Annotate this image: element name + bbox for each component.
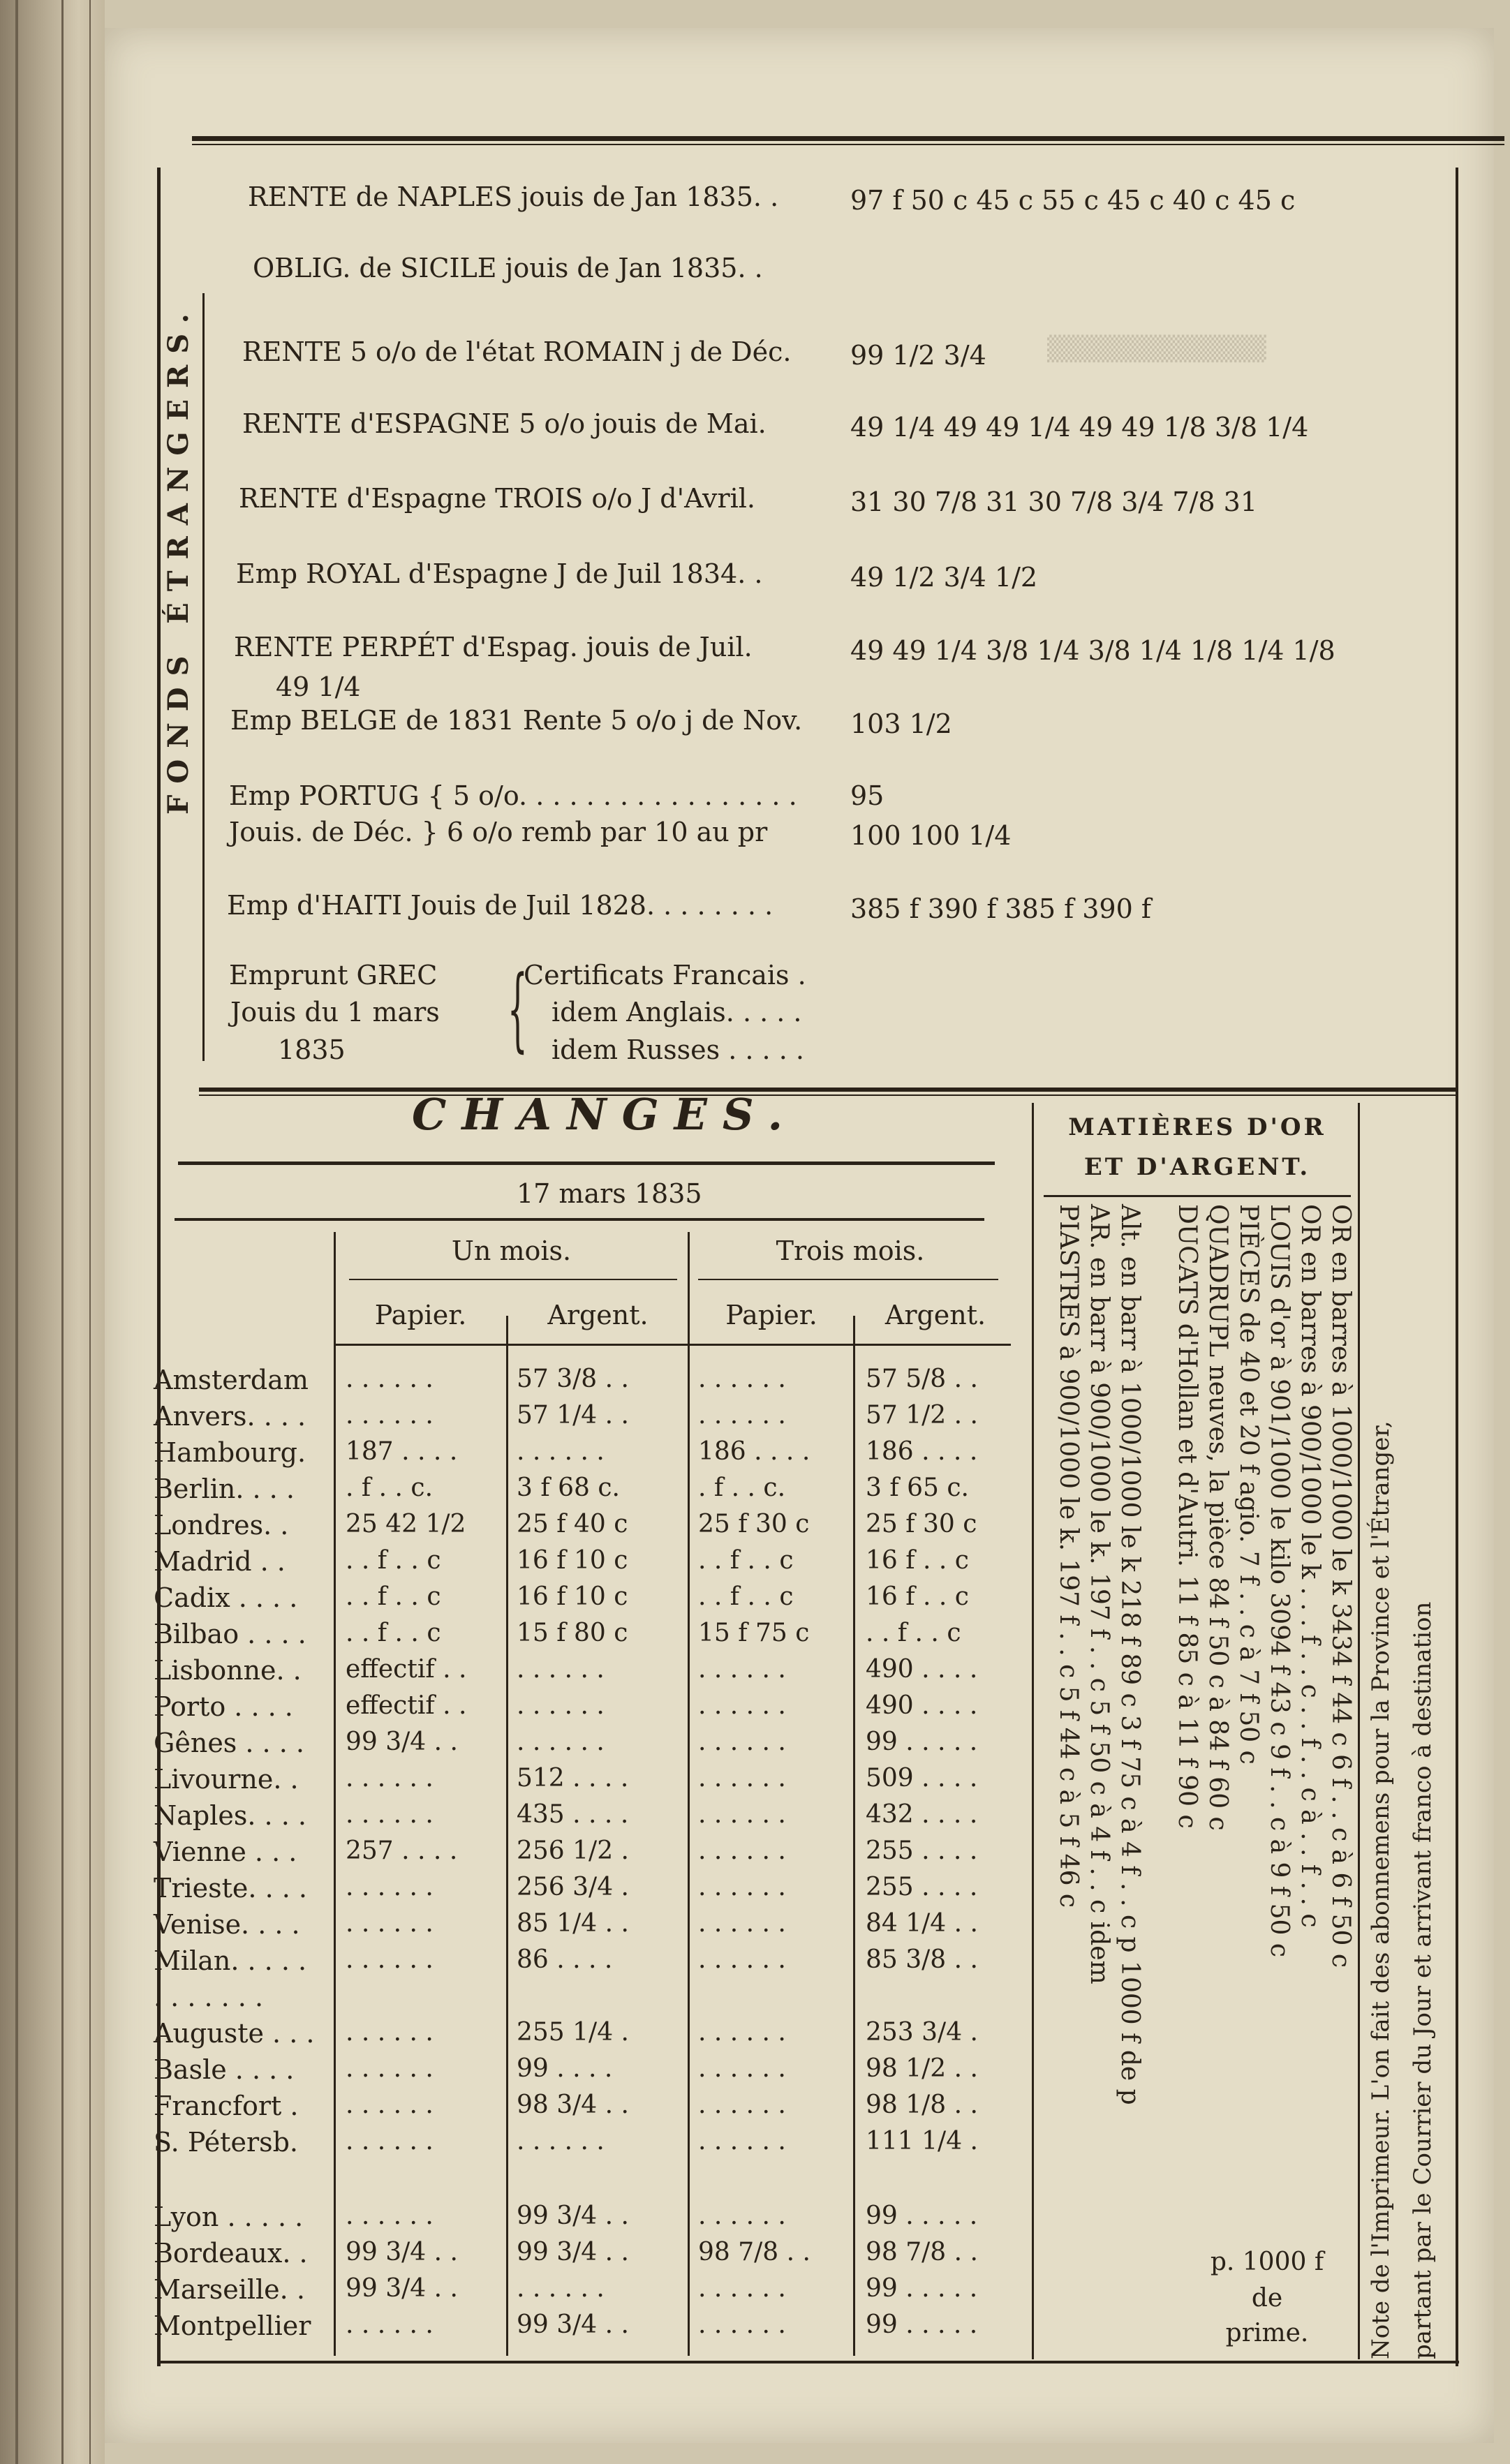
rate-cell: effectif . . (346, 1691, 467, 1720)
grec-brace: { (507, 956, 528, 1062)
city-name: Anvers. . . . (154, 1401, 306, 1432)
fonds-row-name: Emp d'HAITI Jouis de Juil 1828. . . . . . . . (227, 890, 773, 921)
rate-cell: 186 . . . . (866, 1437, 978, 1466)
rate-cell: . . . . . . (346, 1764, 434, 1793)
header-rule (334, 1344, 1011, 1346)
city-name: Londres. . (154, 1510, 289, 1541)
rate-cell: . . . . . . (346, 1401, 434, 1430)
matiere-line: AR. en barr à 900/1000 le k. 197 f . . c 5 f 50 c à 4 f . . c idem (1085, 1204, 1113, 1984)
grec-label: 1835 (278, 1034, 346, 1065)
city-name: Lisbonne. . (154, 1655, 302, 1686)
fonds-row-name: RENTE d'Espagne TROIS o/o J d'Avril. (239, 483, 755, 514)
rate-cell: 255 . . . . (866, 1836, 978, 1865)
rate-cell: . . . . . . (698, 1836, 786, 1865)
rate-cell: 16 f 10 c (517, 1546, 628, 1575)
rate-cell: . . . . . . (698, 1909, 786, 1938)
grec-label: Jouis du 1 mars (230, 997, 440, 1027)
fonds-row-name: RENTE d'ESPAGNE 5 o/o jouis de Mai. (242, 408, 767, 439)
matiere-line: OR en barres à 1000/1000 le k 3434 f 44 c 6 f . . c à 6 f 50 c (1326, 1204, 1355, 1968)
bleed-through: ▒▒▒▒▒▒▒▒▒▒▒▒ (1047, 335, 1266, 363)
date-rule (175, 1218, 984, 1221)
rate-cell: 3 f 65 c. (866, 1474, 969, 1502)
header-un-mois: Un mois. (451, 1235, 572, 1266)
printer-note: partant par le Courrier du Jour et arrivant franco à destination (1409, 1601, 1437, 2359)
rate-cell: . . . . . . (517, 1691, 605, 1720)
fonds-row-value: 97 f 50 c 45 c 55 c 45 c 40 c 45 c (850, 185, 1296, 216)
rate-cell: 85 3/8 . . (866, 1945, 978, 1974)
rate-cell: 99 . . . . . (866, 2202, 978, 2230)
rate-cell: 99 . . . . (517, 2054, 613, 2083)
rate-cell: 98 7/8 . . (698, 2238, 810, 2266)
header-argent: Argent. (547, 1300, 649, 1330)
fonds-row-value: 100 100 1/4 (850, 820, 1012, 851)
rate-cell: . . . . . . (698, 1764, 786, 1793)
city-name: S. Pétersb. (154, 2127, 299, 2158)
fonds-row-name: RENTE de NAPLES jouis de Jan 1835. . (248, 181, 779, 212)
rate-cell: 25 f 30 c (866, 1510, 977, 1538)
fonds-row-name: Jouis. de Déc. } 6 o/o remb par 10 au pr (229, 817, 768, 847)
city-name: Livourne. . (154, 1764, 299, 1795)
matieres-title: ET D'ARGENT. (1083, 1153, 1311, 1181)
top-rule (192, 136, 1504, 141)
city-name: Marseille. . (154, 2274, 305, 2305)
rate-cell: . . . . . . (698, 2310, 786, 2339)
city-name: Berlin. . . . (154, 1474, 295, 1504)
rate-cell: 99 . . . . . (866, 2310, 978, 2339)
right-border (1456, 168, 1458, 2366)
rate-cell: . . . . . . (346, 2310, 434, 2339)
header-papier: Papier. (725, 1300, 817, 1330)
matieres-right-border (1358, 1103, 1360, 2359)
header-argent: Argent. (884, 1300, 986, 1330)
rate-cell: 84 1/4 . . (866, 1909, 978, 1938)
matiere-line: PIÈCES de 40 et 20 f agio. 7 f . . c à 7 f 50 c (1234, 1204, 1263, 1765)
fonds-row-name: Emp ROYAL d'Espagne J de Juil 1834. . (236, 558, 763, 589)
spine-edge (89, 0, 91, 2464)
changes-title: CHANGES. (412, 1089, 799, 1140)
matieres-title: MATIÈRES D'OR (1068, 1113, 1326, 1141)
rate-cell: . . f . . c (698, 1546, 794, 1575)
rate-cell: 99 3/4 . . (346, 2274, 458, 2303)
rate-cell: . . . . . . (698, 2274, 786, 2303)
rate-cell: 490 . . . . (866, 1655, 978, 1684)
rate-cell: 512 . . . . (517, 1764, 629, 1793)
col-divider (334, 1232, 336, 2356)
rate-cell: . . . . . . (346, 1365, 434, 1393)
matiere-line: DUCATS d'Hollan et d'Autri. 11 f 85 c à 11 f 90 c (1173, 1204, 1201, 1829)
rate-cell: 432 . . . . (866, 1800, 978, 1829)
rate-cell: 187 . . . . (346, 1437, 458, 1466)
prime-label: p. 1000 f (1210, 2248, 1324, 2276)
rate-cell: . . . . . . (346, 1873, 434, 1901)
book-spine (0, 0, 105, 2464)
rate-cell: 15 f 80 c (517, 1619, 628, 1647)
rate-cell: . . . . . . (346, 2091, 434, 2119)
top-rule-thin (192, 144, 1504, 145)
rate-cell: 99 . . . . . (866, 2274, 978, 2303)
matiere-line: QUADRUPL neuves, la pièce 84 f 50 c à 84 f 60 c (1204, 1204, 1232, 1831)
city-name: Porto . . . . (154, 1691, 293, 1722)
fonds-row-value: 385 f 390 f 385 f 390 f (850, 893, 1151, 924)
rate-cell: . . . . . . (517, 1655, 605, 1684)
fonds-row-value: 99 1/2 3/4 (850, 340, 986, 371)
city-name: Auguste . . . (154, 2018, 315, 2049)
rate-cell: . . f . . c (346, 1546, 441, 1575)
header-trois-mois: Trois mois. (776, 1235, 925, 1266)
rate-cell: 3 f 68 c. (517, 1474, 620, 1502)
rate-cell: . . . . . . (698, 2091, 786, 2119)
rate-cell: . . . . . . (517, 2274, 605, 2303)
fonds-row-name: RENTE 5 o/o de l'état ROMAIN j de Déc. (242, 336, 792, 367)
rate-cell: . . f . . c (866, 1619, 961, 1647)
rate-cell: 435 . . . . (517, 1800, 629, 1829)
city-name: Basle . . . . (154, 2054, 295, 2085)
rate-cell: . f . . c. (698, 1474, 786, 1502)
rate-cell: 99 3/4 . . (346, 2238, 458, 2266)
rate-cell: 15 f 75 c (698, 1619, 810, 1647)
city-name: Amsterdam (154, 1365, 309, 1395)
fonds-row-value: 49 49 1/4 3/8 1/4 3/8 1/4 1/8 1/4 1/8 (850, 635, 1335, 666)
rate-cell: 253 3/4 . (866, 2018, 978, 2047)
rate-cell: . . f . . c (698, 1582, 794, 1611)
rate-cell: 490 . . . . (866, 1691, 978, 1720)
rate-cell: . . . . . . (517, 2127, 605, 2155)
col-divider (853, 1316, 855, 2356)
fonds-row-name: 49 1/4 (276, 671, 361, 702)
rate-cell: 57 5/8 . . (866, 1365, 978, 1393)
rate-cell: . . . . . . (698, 1728, 786, 1756)
grec-certificat: idem Anglais. . . . . (552, 997, 802, 1027)
city-name: Trieste. . . . (154, 1873, 307, 1903)
fonds-row-name: Emp PORTUG { 5 o/o. . . . . . . . . . . . . . . . . (229, 780, 797, 811)
spine-edge (15, 0, 18, 2464)
rate-cell: 111 1/4 . (866, 2127, 978, 2155)
city-name: Venise. . . . (154, 1909, 300, 1940)
fonds-row-value: 31 30 7/8 31 30 7/8 3/4 7/8 31 (850, 487, 1258, 517)
rate-cell: 257 . . . . (346, 1836, 458, 1865)
rate-cell: . . . . . . (346, 2127, 434, 2155)
printer-note: Note de l'Imprimeur. L'on fait des abonnemens pour la Province et l'Étranger, (1367, 1420, 1395, 2359)
rate-cell: . . . . . . (698, 1691, 786, 1720)
matiere-line: OR en barres à 900/1000 le k . . . f . . c . . f . . c à . . f . . c (1296, 1204, 1324, 1928)
matieres-divider (1032, 1103, 1034, 2359)
rate-cell: . . . . . . (346, 1800, 434, 1829)
rate-cell: . . . . . . (698, 2127, 786, 2155)
rate-cell: 25 f 40 c (517, 1510, 628, 1538)
rate-cell: . . . . . . (698, 2202, 786, 2230)
rate-cell: . . . . . . (698, 1945, 786, 1974)
rate-cell: . . . . . . (698, 1365, 786, 1393)
rate-cell: 99 3/4 . . (346, 1728, 458, 1756)
rate-cell: 186 . . . . (698, 1437, 810, 1466)
rate-cell: . . . . . . (698, 1655, 786, 1684)
city-name: Milan. . . . . (154, 1945, 307, 1976)
rate-cell: 16 f . . c (866, 1582, 969, 1611)
changes-date: 17 mars 1835 (517, 1178, 702, 1209)
rate-cell: 256 1/2 . (517, 1836, 629, 1865)
rate-cell: 85 1/4 . . (517, 1909, 629, 1938)
header-papier: Papier. (374, 1300, 467, 1330)
rate-cell: . . f . . c (346, 1582, 441, 1611)
city-name: Hambourg. (154, 1437, 306, 1468)
rate-cell: 99 3/4 . . (517, 2202, 629, 2230)
prime-label: de (1251, 2284, 1283, 2313)
rate-cell: . . f . . c (346, 1619, 441, 1647)
rate-cell: . . . . . . (698, 1873, 786, 1901)
rate-cell: . . . . . . (346, 2202, 434, 2230)
rate-cell: 99 3/4 . . (517, 2238, 629, 2266)
rate-cell: 256 3/4 . (517, 1873, 629, 1901)
fonds-row-value: 95 (850, 780, 884, 811)
rate-cell: 25 f 30 c (698, 1510, 810, 1538)
rate-cell: effectif . . (346, 1655, 467, 1684)
city-name: Montpellier (154, 2310, 311, 2341)
matiere-line: LOUIS d'or à 901/1000 le kilo 3094 f 43 c 9 f . . c à 9 f 50 c (1265, 1204, 1294, 1957)
rate-cell: . . . . . . (698, 1401, 786, 1430)
rate-cell: 86 . . . . (517, 1945, 613, 1974)
rate-cell: 99 3/4 . . (517, 2310, 629, 2339)
rate-cell: 98 3/4 . . (517, 2091, 629, 2119)
rate-cell: 255 . . . . (866, 1873, 978, 1901)
changes-rule (178, 1162, 995, 1165)
rate-cell: 57 1/2 . . (866, 1401, 978, 1430)
city-name: Bordeaux. . (154, 2238, 308, 2269)
rate-cell: 98 7/8 . . (866, 2238, 978, 2266)
rate-cell: . . . . . . (346, 2054, 434, 2083)
fonds-row-value: 49 1/2 3/4 1/2 (850, 562, 1038, 593)
fonds-etrangers-label: FONDS ÉTRANGERS. (162, 302, 195, 815)
rate-cell: . . . . . . (346, 2018, 434, 2047)
section-rule-thin (199, 1094, 1456, 1096)
fonds-bracket (202, 293, 205, 1061)
city-name: Bilbao . . . . (154, 1619, 306, 1649)
rate-cell: 25 42 1/2 (346, 1510, 466, 1538)
col-divider (506, 1316, 508, 2356)
col-divider (688, 1232, 690, 2356)
group-rule (349, 1279, 677, 1280)
rate-cell: 255 1/4 . (517, 2018, 629, 2047)
rate-cell: 99 . . . . . (866, 1728, 978, 1756)
rate-cell: . . . . . . (517, 1728, 605, 1756)
city-name: Francfort . (154, 2091, 299, 2121)
city-name: Vienne . . . (154, 1836, 297, 1867)
bottom-rule (157, 2361, 1459, 2363)
section-rule (199, 1088, 1456, 1092)
rate-cell: . . . . . . (698, 2018, 786, 2047)
rate-cell: 16 f . . c (866, 1546, 969, 1575)
rate-cell: . . . . . . (346, 1909, 434, 1938)
fonds-row-name: Emp BELGE de 1831 Rente 5 o/o j de Nov. (230, 705, 803, 736)
rate-cell: . . . . . . (517, 1437, 605, 1466)
spine-edge (61, 0, 64, 2464)
rate-cell: 16 f 10 c (517, 1582, 628, 1611)
rate-cell: 98 1/8 . . (866, 2091, 978, 2119)
city-name: . . . . . . . (154, 1982, 264, 2012)
matiere-line: PIASTRES à 900/1000 le k. 197 f . . c 5 f 44 c à 5 f 46 c (1054, 1204, 1083, 1908)
rate-cell: . f . . c. (346, 1474, 434, 1502)
city-name: Cadix . . . . (154, 1582, 298, 1613)
matiere-line: Alt. en barr à 1000/1000 le k 218 f 89 c 3 f 75 c à 4 f . . c p 1000 f de p (1116, 1204, 1144, 2105)
rate-cell: 57 1/4 . . (517, 1401, 629, 1430)
rate-cell: . . . . . . (698, 2054, 786, 2083)
group-rule (698, 1279, 998, 1280)
fonds-row-name: RENTE PERPÉT d'Espag. jouis de Juil. (234, 632, 753, 662)
fonds-row-value: 49 1/4 49 49 1/4 49 49 1/8 3/8 1/4 (850, 412, 1309, 443)
fonds-row-value: 103 1/2 (850, 708, 952, 739)
city-name: Madrid . . (154, 1546, 286, 1577)
prime-label: prime. (1225, 2319, 1309, 2347)
city-name: Gênes . . . . (154, 1728, 304, 1758)
rate-cell: . . . . . . (346, 1945, 434, 1974)
rate-cell: . . . . . . (698, 1800, 786, 1829)
grec-label: Emprunt GREC (229, 960, 438, 990)
fonds-row-name: OBLIG. de SICILE jouis de Jan 1835. . (253, 253, 763, 283)
city-name: Naples. . . . (154, 1800, 306, 1831)
rate-cell: 57 3/8 . . (517, 1365, 629, 1393)
rate-cell: 98 1/2 . . (866, 2054, 978, 2083)
city-name: Lyon . . . . . (154, 2202, 304, 2232)
rate-cell: 509 . . . . (866, 1764, 978, 1793)
matieres-rule (1044, 1195, 1351, 1197)
grec-certificat: Certificats Francais . (524, 960, 806, 990)
grec-certificat: idem Russes . . . . . (552, 1034, 804, 1065)
